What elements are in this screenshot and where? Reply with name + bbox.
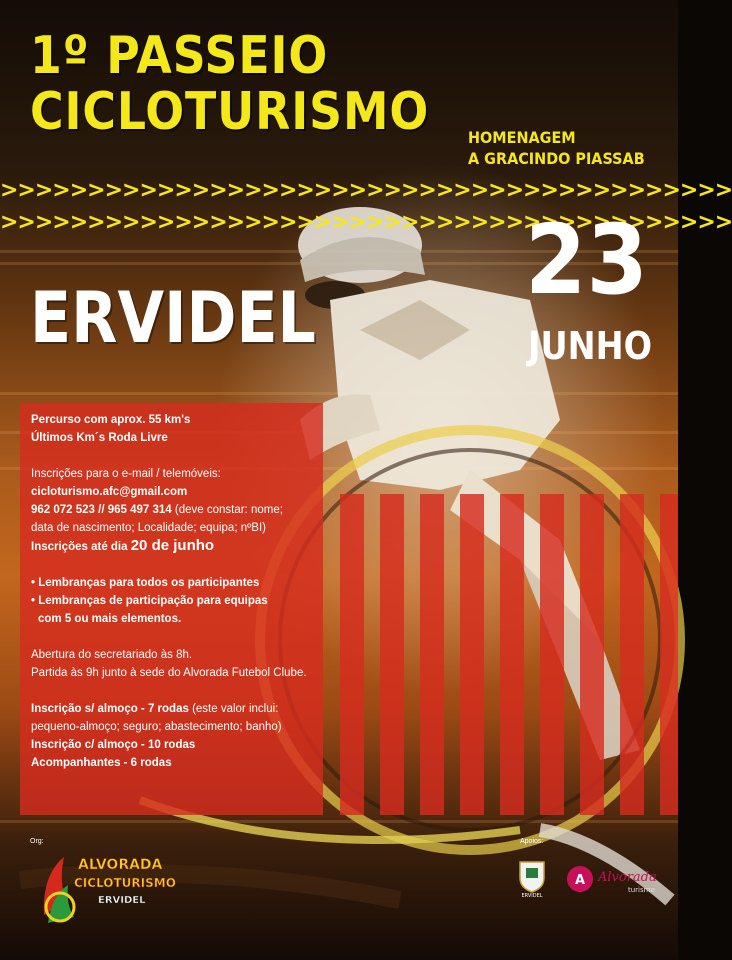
red-stripe [500,494,524,815]
red-stripe [460,494,484,815]
registration-email[interactable]: cicloturismo.afc@gmail.com [31,486,188,498]
registration-requirements: data de nascimento; Localidade; equipa; nºBI) [31,522,266,534]
registration-phones[interactable]: 962 072 523 // 965 497 314 [31,504,172,516]
logo-text-alvorada: ALVORADA [78,857,163,873]
poster-title-line-2: CICLOTURISMO [30,82,430,142]
spacer [31,628,331,646]
red-stripe [380,494,404,815]
logo-text-cicloturismo: CICLOTURISMO [74,876,176,890]
homage-line-1: HOMENAGEM [468,128,576,147]
route-distance: Percurso com aprox. 55 km's [31,414,191,426]
fee-includes: pequeno-almoço; seguro; abastecimento; banho) [31,721,282,733]
organizer-label: Org: [30,838,44,845]
event-month: JUNHO [528,324,652,368]
fee-without-lunch: Inscrição s/ almoço - 7 rodas [31,703,189,715]
crest-field [526,868,538,878]
homage-line-2: A GRACINDO PIASSAB [468,149,645,168]
logo-text-ervidel: ERVIDEL [98,895,146,906]
red-stripe [660,494,678,815]
perk-bullet-2: • Lembranças de participação para equipas [31,595,268,607]
red-stripe [340,494,364,815]
registration-deadline [31,537,331,556]
chevron-strip-bottom: >>>>>>>>>>>>>>>>>>>>>>>>>>>>>>>>>>>>>>>>>> [0,210,732,235]
red-stripe [540,494,564,815]
municipal-crest-logo [514,858,550,898]
red-stripe [420,494,444,815]
sponsor-logo [566,862,666,896]
event-details [31,411,331,772]
perk-bullet-2-cont: com 5 ou mais elementos. [38,613,182,625]
fee-without-lunch-note: (este valor inclui: [188,703,279,715]
fee-companions: Acompanhantes - 6 rodas [31,757,172,769]
registration-phones-line [31,501,331,519]
red-stripe [620,494,644,815]
spacer [31,447,331,465]
alvorada-cicloturismo-logo [38,845,176,933]
event-day: 23 [525,204,648,316]
route-note: Últimos Km´s Roda Livre [31,432,168,444]
spacer [31,682,331,700]
registration-intro: Inscrições para o e-mail / telemóveis: [31,468,221,480]
fee-with-lunch: Inscrição c/ almoço - 10 rodas [31,739,196,751]
fee-line-1 [31,700,331,718]
chevron-strip-top: >>>>>>>>>>>>>>>>>>>>>>>>>>>>>>>>>>>>>>>>>> [0,178,732,203]
sponsor-badge-letter: A [574,873,586,888]
sponsor-tagline: turismo [628,886,655,894]
registration-phones-note: (deve constar: nome; [171,504,283,516]
sponsors-label: Apoios: [520,838,544,845]
spacer [31,556,331,574]
deadline-date: 20 de junho [130,537,215,554]
schedule-start: Partida às 9h junto à sede do Alvorada Futebol Clube. [31,667,307,679]
sponsor-name: Alvorada [598,870,657,885]
deadline-prefix: Inscrições até dia [31,541,131,553]
perk-bullet-1: • Lembranças para todos os participantes [31,577,260,589]
crest-caption: ERVIDEL [521,893,543,899]
schedule-opening: Abertura do secretariado às 8h. [31,649,193,661]
poster-title-line-1: 1º PASSEIO [30,26,329,86]
red-stripe [580,494,604,815]
event-location: ERVIDEL [30,277,316,359]
